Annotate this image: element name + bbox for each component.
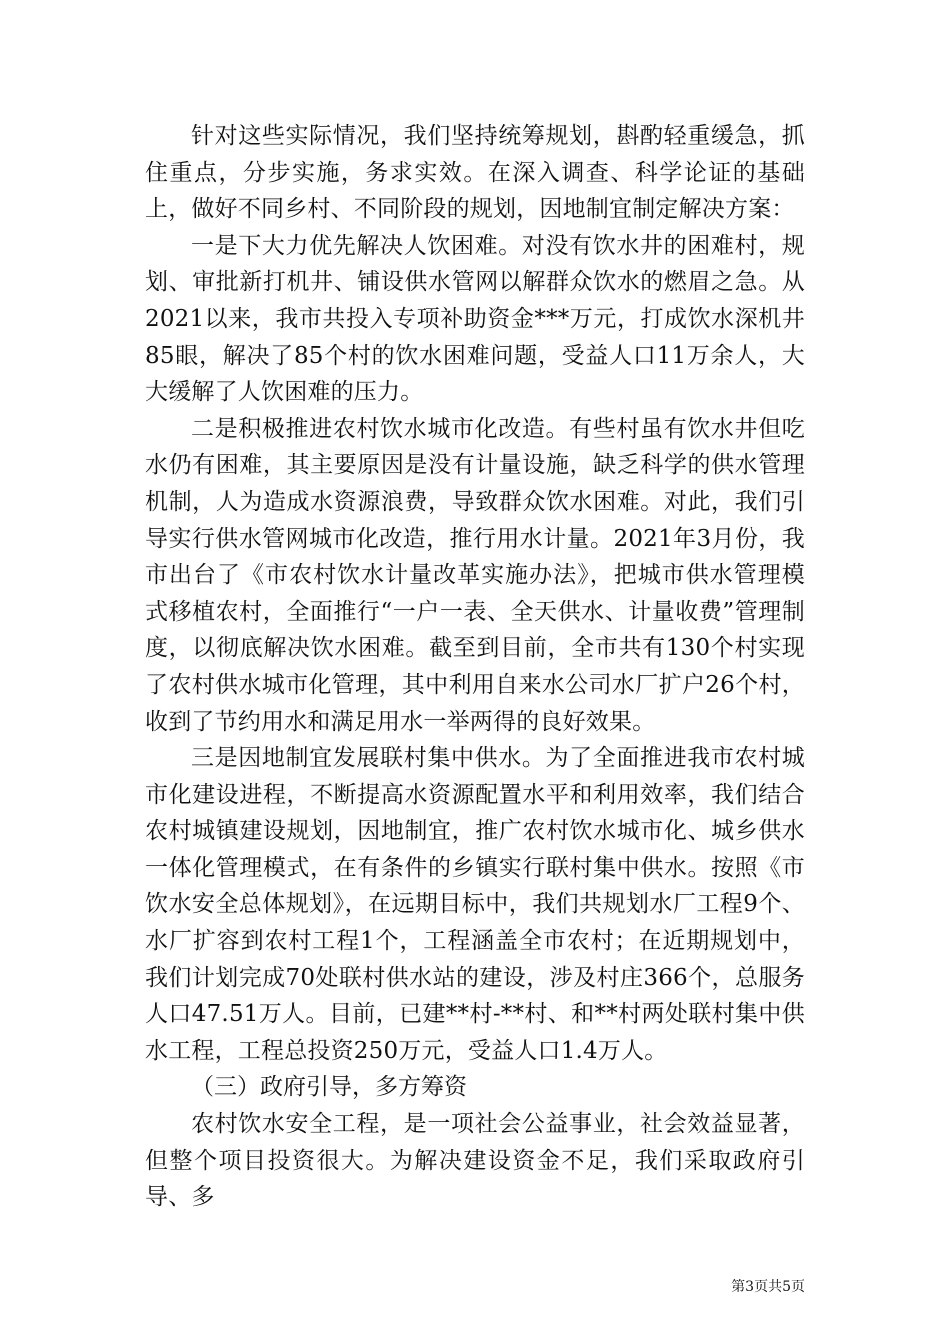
paragraph-point-one: 一是下大力优先解决人饮困难。对没有饮水井的困难村，规划、审批新打机井、铺设供水管网以解群众饮水的燃眉之急。从2021以来，我市共投入专项补助资金***万元，打成饮水深机井85眼，解决了85个村的饮水困难问题，受益人口11万余人，大大缓解了人饮困难的压力。	[145, 232, 805, 406]
document-body	[145, 118, 805, 1216]
paragraph-intro: 针对这些实际情况，我们坚持统筹规划，斟酌轻重缓急，抓住重点，分步实施，务求实效。在深入调查、科学论证的基础上，做好不同乡村、不同阶段的规划，因地制宜制定解决方案：	[145, 123, 805, 223]
paragraph-point-two: 二是积极推进农村饮水城市化改造。有些村虽有饮水井但吃水仍有困难，其主要原因是没有计量设施，缺乏科学的供水管理机制，人为造成水资源浪费，导致群众饮水困难。对此，我们引导实行供水管网城市化改造，推行用水计量。2021年3月份，我市出台了《市农村饮水计量改革实施办法》，把城市供水管理模式移植农村，全面推行“一户一表、全天供水、计量收费”管理制度，以彻底解决饮水困难。截至到目前，全市共有130个村实现了农村供水城市化管理，其中利用自来水公司水厂扩户26个村，收到了节约用水和满足用水一举两得的良好效果。	[145, 415, 805, 735]
paragraph-final: 农村饮水安全工程，是一项社会公益事业，社会效益显著，但整个项目投资很大。为解决建设资金不足，我们采取政府引导、多	[145, 1111, 805, 1211]
page-number-footer: 第3页共5页	[731, 1279, 805, 1295]
paragraph-point-three: 三是因地制宜发展联村集中供水。为了全面推进我市农村城市化建设进程，不断提高水资源配置水平和利用效率，我们结合农村城镇建设规划，因地制宜，推广农村饮水城市化、城乡供水一体化管理模式，在有条件的乡镇实行联村集中供水。按照《市饮水安全总体规划》，在远期目标中，我们共规划水厂工程9个、水厂扩容到农村工程1个，工程涵盖全市农村；在近期规划中，我们计划完成70处联村供水站的建设，涉及村庄366个，总服务人口47.51万人。目前，已建**村-**村、和**村两处联村集中供水工程，工程总投资250万元，受益人口1.4万人。	[145, 745, 805, 1064]
section-heading: （三）政府引导，多方筹资	[191, 1074, 467, 1101]
